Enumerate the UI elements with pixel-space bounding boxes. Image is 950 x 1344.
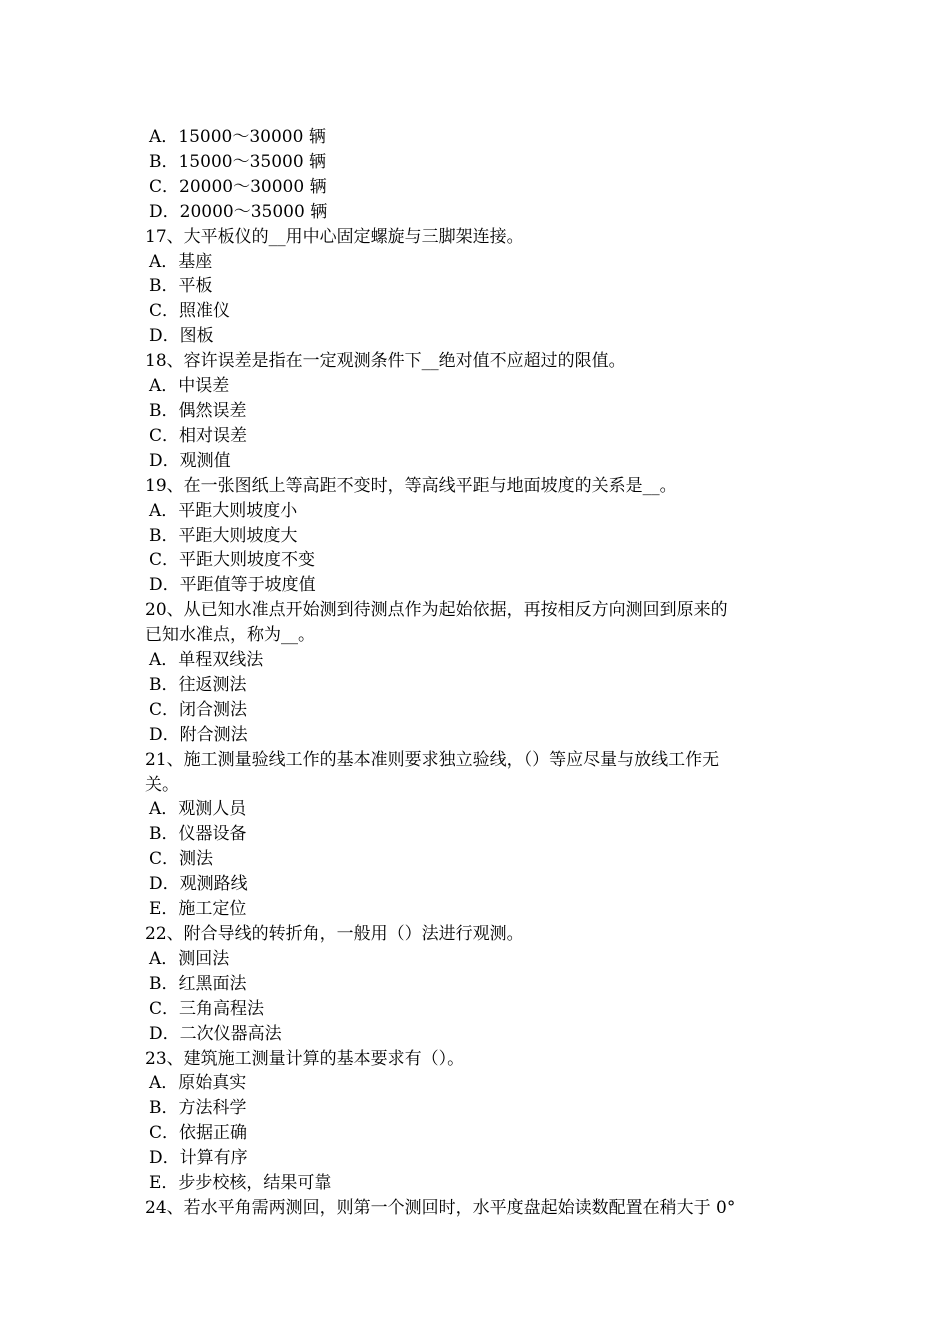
answer-option: B．平距大则坡度大: [149, 525, 298, 546]
question-text: 23、建筑施工测量计算的基本要求有（）。: [145, 1048, 465, 1069]
answer-option: D．平距值等于坡度值: [149, 575, 316, 596]
answer-option: B．平板: [149, 276, 213, 297]
answer-option: A．观测人员: [149, 799, 247, 820]
answer-option: D．观测值: [149, 450, 231, 471]
answer-option: A．平距大则坡度小: [149, 500, 298, 521]
answer-option: B．15000～35000 辆: [149, 151, 327, 172]
answer-option: E．施工定位: [149, 899, 247, 920]
answer-option: D．附合测法: [149, 724, 248, 745]
answer-option: C．20000～30000 辆: [149, 176, 327, 197]
answer-option: C．相对误差: [149, 425, 248, 446]
question-text: 22、附合导线的转折角，一般用（）法进行观测。: [145, 924, 524, 944]
question-text: 21、施工测量验线工作的基本准则要求独立验线，（）等应尽量与放线工作无: [145, 749, 720, 770]
answer-option: A．原始真实: [149, 1073, 247, 1094]
question-text: 已知水准点，称为__。: [145, 625, 315, 646]
answer-option: A．测回法: [149, 948, 230, 969]
question-text: 17、大平板仪的__用中心固定螺旋与三脚架连接。: [145, 226, 524, 247]
question-text: 19、在一张图纸上等高距不变时，等高线平距与地面坡度的关系是__。: [145, 475, 677, 496]
answer-option: B．红黑面法: [149, 973, 247, 994]
answer-option: C．依据正确: [149, 1123, 248, 1144]
answer-option: C．平距大则坡度不变: [149, 550, 316, 571]
answer-option: C．测法: [149, 849, 214, 870]
answer-option: E．步步校核，结果可靠: [149, 1173, 332, 1194]
answer-option: B．偶然误差: [149, 400, 247, 421]
question-text: 18、容许误差是指在一定观测条件下__绝对值不应超过的限值。: [145, 351, 626, 372]
answer-option: C．三角高程法: [149, 998, 265, 1019]
answer-option: B．往返测法: [149, 674, 247, 695]
answer-option: B．方法科学: [149, 1098, 247, 1119]
answer-option: A．基座: [149, 251, 213, 272]
answer-option: A．15000～30000 辆: [149, 127, 326, 147]
question-text: 关。: [145, 774, 179, 795]
answer-option: D．计算有序: [149, 1148, 248, 1169]
question-text: 20、从已知水准点开始测到待测点作为起始依据，再按相反方向测回到原来的: [145, 600, 728, 621]
document-body: [145, 125, 810, 1221]
answer-option: A．中误差: [149, 376, 230, 397]
question-text: 24、若水平角需两测回，则第一个测回时，水平度盘起始读数配置在稍大于 0°: [145, 1197, 736, 1218]
answer-option: D．观测路线: [149, 874, 248, 895]
answer-option: C．闭合测法: [149, 699, 248, 720]
answer-option: B．仪器设备: [149, 824, 247, 845]
answer-option: D．20000～35000 辆: [149, 201, 328, 222]
answer-option: D．图板: [149, 326, 214, 347]
answer-option: A．单程双线法: [149, 650, 264, 671]
answer-option: C．照准仪: [149, 301, 231, 322]
answer-option: D．二次仪器高法: [149, 1023, 282, 1044]
